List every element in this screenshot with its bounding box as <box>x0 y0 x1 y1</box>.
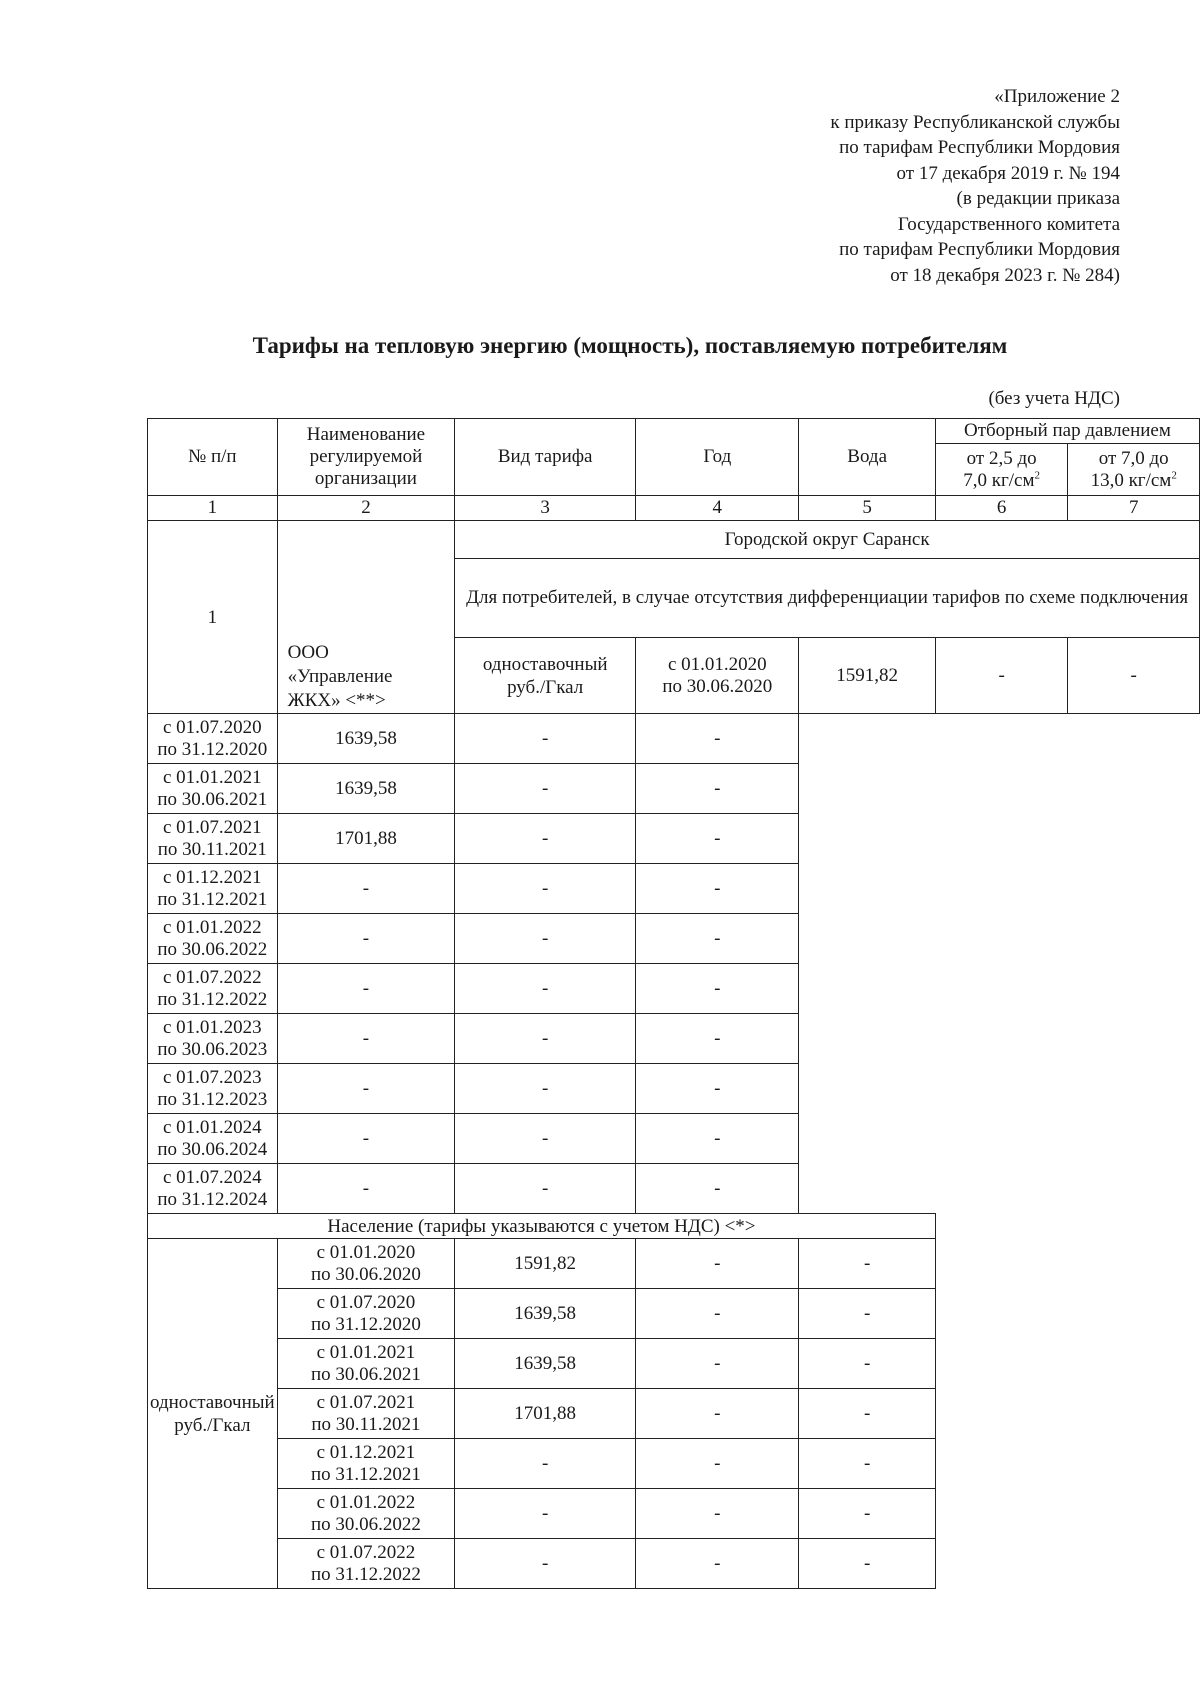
col-number: 3 <box>455 496 636 521</box>
steam-low-tariff-cell: - <box>455 1014 636 1064</box>
col-number: 2 <box>277 496 455 521</box>
steam-high-tariff-cell: - <box>636 1014 799 1064</box>
period-from: с 01.07.2021 <box>162 816 262 838</box>
steam-low-tariff-cell: - <box>455 1164 636 1214</box>
period-to: по 31.12.2020 <box>310 1313 421 1335</box>
steam-high-tariff-cell: - <box>799 1439 935 1489</box>
period-cell <box>148 714 278 764</box>
steam-high-tariff-cell: - <box>636 714 799 764</box>
period-to: по 31.12.2022 <box>157 988 268 1010</box>
period-cell <box>148 914 278 964</box>
steam-high-tariff-cell: - <box>799 1539 935 1589</box>
steam-high-tariff-cell: - <box>799 1489 935 1539</box>
header-num: № п/п <box>148 419 278 496</box>
period-cell <box>277 1239 455 1289</box>
steam-low-tariff-cell: - <box>636 1489 799 1539</box>
tariff-row <box>148 1014 1200 1064</box>
tariff-table <box>147 418 1200 1589</box>
organization-name <box>277 521 455 714</box>
steam-high-tariff-cell: - <box>636 814 799 864</box>
header-water: Вода <box>799 419 935 496</box>
vat-note: (без учета НДС) <box>988 388 1120 409</box>
tariff-type <box>455 638 636 714</box>
header-steam-high-b: 13,0 кг/см <box>1090 469 1172 491</box>
tariff-row <box>148 1289 1200 1339</box>
tariff-type-unit: руб./Гкал <box>507 676 584 698</box>
header-steam-high-a: от 7,0 до <box>1098 447 1169 469</box>
period-cell <box>277 1489 455 1539</box>
steam-low-tariff-cell: - <box>636 1339 799 1389</box>
tariff-type-unit: руб./Гкал <box>174 1414 251 1436</box>
period-cell <box>277 1439 455 1489</box>
tariff-row <box>148 1339 1200 1389</box>
water-tariff-cell: - <box>277 964 455 1014</box>
steam-low-tariff-cell: - <box>455 1064 636 1114</box>
appendix-line: «Приложение 2 <box>994 86 1120 107</box>
period-to: по 30.06.2024 <box>157 1138 268 1160</box>
period-to: по 30.06.2023 <box>157 1038 268 1060</box>
section-label: Для потребителей, в случае отсутствия дифференциации тарифов по схеме подключения <box>455 558 1200 637</box>
period-cell <box>148 1114 278 1164</box>
water-tariff-cell: 1701,88 <box>277 814 455 864</box>
steam-low-tariff-cell: - <box>455 1114 636 1164</box>
steam-high-tariff-cell: - <box>636 864 799 914</box>
water-tariff-cell: 1639,58 <box>277 714 455 764</box>
appendix-line: по тарифам Республики Мордовия <box>839 239 1120 260</box>
steam-high-tariff-cell: - <box>636 914 799 964</box>
period-from: с 01.07.2022 <box>162 966 262 988</box>
header-steam-high <box>1068 444 1200 496</box>
steam-low-tariff-cell: - <box>455 964 636 1014</box>
steam-low-tariff-cell: - <box>455 814 636 864</box>
water-tariff-cell: 1591,82 <box>799 638 935 714</box>
period-to: по 30.06.2022 <box>157 938 268 960</box>
water-tariff-cell: - <box>455 1489 636 1539</box>
steam-low-tariff-cell: - <box>455 914 636 964</box>
period-cell <box>636 638 799 714</box>
header-steam-low-a: от 2,5 до <box>966 447 1037 469</box>
period-from: с 01.01.2024 <box>162 1116 262 1138</box>
period-cell <box>148 864 278 914</box>
period-cell <box>148 1014 278 1064</box>
period-from: с 01.07.2023 <box>162 1066 262 1088</box>
tariff-row <box>148 1389 1200 1439</box>
steam-low-tariff-cell: - <box>636 1289 799 1339</box>
steam-high-tariff-cell: - <box>799 1239 935 1289</box>
tariff-row <box>148 1164 1200 1214</box>
col-number: 6 <box>935 496 1068 521</box>
water-tariff-cell: - <box>455 1539 636 1589</box>
period-cell <box>148 814 278 864</box>
region-row: Городской округ Саранск <box>455 521 1200 559</box>
header-steam-low <box>935 444 1068 496</box>
period-from: с 01.01.2021 <box>162 766 262 788</box>
period-from: с 01.01.2022 <box>316 1491 416 1513</box>
tariff-row <box>148 814 1200 864</box>
period-to: по 30.06.2020 <box>310 1263 421 1285</box>
period-cell <box>277 1289 455 1339</box>
period-from: с 01.01.2023 <box>162 1016 262 1038</box>
steam-low-tariff-cell: - <box>636 1439 799 1489</box>
period-to: по 30.06.2021 <box>310 1363 421 1385</box>
org-line: «Управление <box>287 666 393 687</box>
superscript: 2 <box>1171 469 1177 482</box>
tariff-row <box>148 714 1200 764</box>
steam-low-tariff-cell: - <box>636 1239 799 1289</box>
header-steam-group: Отборный пар давлением <box>935 419 1199 444</box>
period-from: с 01.07.2020 <box>162 716 262 738</box>
document-title: Тарифы на тепловую энергию (мощность), поставляемую потребителям <box>252 333 1008 358</box>
period-to: по 31.12.2021 <box>157 888 268 910</box>
tariff-row <box>148 1539 1200 1589</box>
steam-high-tariff-cell: - <box>799 1289 935 1339</box>
steam-low-tariff-cell: - <box>455 864 636 914</box>
tariff-type <box>148 1239 278 1589</box>
header-type: Вид тарифа <box>455 419 636 496</box>
appendix-line: от 17 декабря 2019 г. № 194 <box>896 162 1120 184</box>
period-to: по 30.11.2021 <box>311 1413 421 1435</box>
period-to: по 31.12.2022 <box>310 1563 421 1585</box>
steam-high-tariff-cell: - <box>636 964 799 1014</box>
col-number: 4 <box>636 496 799 521</box>
water-tariff-cell: 1639,58 <box>455 1339 636 1389</box>
col-number: 5 <box>799 496 935 521</box>
superscript: 2 <box>1034 469 1041 482</box>
water-tariff-cell: - <box>277 1014 455 1064</box>
period-from: с 01.07.2022 <box>316 1541 416 1563</box>
col-number: 7 <box>1068 496 1200 521</box>
period-to: по 31.12.2024 <box>157 1188 268 1210</box>
col-number: 1 <box>148 496 278 521</box>
period-from: с 01.01.2022 <box>162 916 262 938</box>
tariff-row <box>148 764 1200 814</box>
tariff-type-line: одноставочный <box>150 1391 275 1413</box>
period-cell <box>148 1064 278 1114</box>
water-tariff-cell: 1591,82 <box>455 1239 636 1289</box>
period-from: с 01.01.2020 <box>316 1241 416 1263</box>
row-number: 1 <box>148 521 278 714</box>
period-cell <box>277 1539 455 1589</box>
steam-low-tariff-cell: - <box>455 714 636 764</box>
steam-low-tariff-cell: - <box>935 638 1068 714</box>
period-from: с 01.07.2021 <box>316 1391 416 1413</box>
period-to: по 30.06.2022 <box>310 1513 421 1535</box>
period-from: с 01.12.2021 <box>316 1441 416 1463</box>
tariff-row <box>148 964 1200 1014</box>
period-to: по 31.12.2023 <box>157 1088 268 1110</box>
water-tariff-cell: - <box>277 1114 455 1164</box>
steam-low-tariff-cell: - <box>455 764 636 814</box>
header-steam-low-b: 7,0 кг/см <box>963 469 1035 491</box>
steam-high-tariff-cell: - <box>636 1164 799 1214</box>
appendix-line: к приказу Республиканской службы <box>830 111 1120 133</box>
section-label: Население (тарифы указываются с учетом НДС) <*> <box>148 1214 936 1239</box>
tariff-row <box>148 914 1200 964</box>
tariff-row <box>148 1114 1200 1164</box>
period-to: по 30.06.2021 <box>157 788 268 810</box>
period-to: по 31.12.2021 <box>310 1463 421 1485</box>
period-cell <box>148 964 278 1014</box>
org-line: ООО <box>287 642 329 663</box>
period-to: по 30.11.2021 <box>157 838 267 860</box>
period-to: по 31.12.2020 <box>157 738 268 760</box>
water-tariff-cell: 1701,88 <box>455 1389 636 1439</box>
period-cell <box>148 1164 278 1214</box>
period-to: по 30.06.2020 <box>662 675 773 697</box>
period-cell <box>148 764 278 814</box>
tariff-row <box>148 1064 1200 1114</box>
steam-high-tariff-cell: - <box>799 1389 935 1439</box>
period-from: с 01.01.2021 <box>316 1341 416 1363</box>
org-line: ЖКХ» <**> <box>287 690 386 711</box>
water-tariff-cell: - <box>455 1439 636 1489</box>
steam-high-tariff-cell: - <box>1068 638 1200 714</box>
period-from: с 01.07.2020 <box>316 1291 416 1313</box>
water-tariff-cell: - <box>277 864 455 914</box>
period-from: с 01.07.2024 <box>162 1166 262 1188</box>
header-org: Наименование регулируемой организации <box>277 419 455 496</box>
water-tariff-cell: - <box>277 1164 455 1214</box>
steam-high-tariff-cell: - <box>636 1114 799 1164</box>
steam-high-tariff-cell: - <box>799 1339 935 1389</box>
steam-low-tariff-cell: - <box>636 1539 799 1589</box>
water-tariff-cell: 1639,58 <box>455 1289 636 1339</box>
steam-low-tariff-cell: - <box>636 1389 799 1439</box>
water-tariff-cell: - <box>277 914 455 964</box>
period-from: с 01.01.2020 <box>667 653 767 675</box>
period-cell <box>277 1389 455 1439</box>
steam-high-tariff-cell: - <box>636 764 799 814</box>
appendix-line: Государственного комитета <box>897 213 1120 235</box>
water-tariff-cell: - <box>277 1064 455 1114</box>
steam-high-tariff-cell: - <box>636 1064 799 1114</box>
appendix-line: от 18 декабря 2023 г. № 284) <box>890 264 1120 286</box>
tariff-row <box>148 864 1200 914</box>
tariff-row <box>148 1489 1200 1539</box>
tariff-type-line: одноставочный <box>482 653 608 675</box>
header-year: Год <box>636 419 799 496</box>
period-cell <box>277 1339 455 1389</box>
appendix-line: (в редакции приказа <box>956 188 1120 209</box>
tariff-row <box>148 1439 1200 1489</box>
water-tariff-cell: 1639,58 <box>277 764 455 814</box>
appendix-header <box>700 84 1120 288</box>
appendix-line: по тарифам Республики Мордовия <box>839 137 1120 158</box>
period-from: с 01.12.2021 <box>162 866 262 888</box>
